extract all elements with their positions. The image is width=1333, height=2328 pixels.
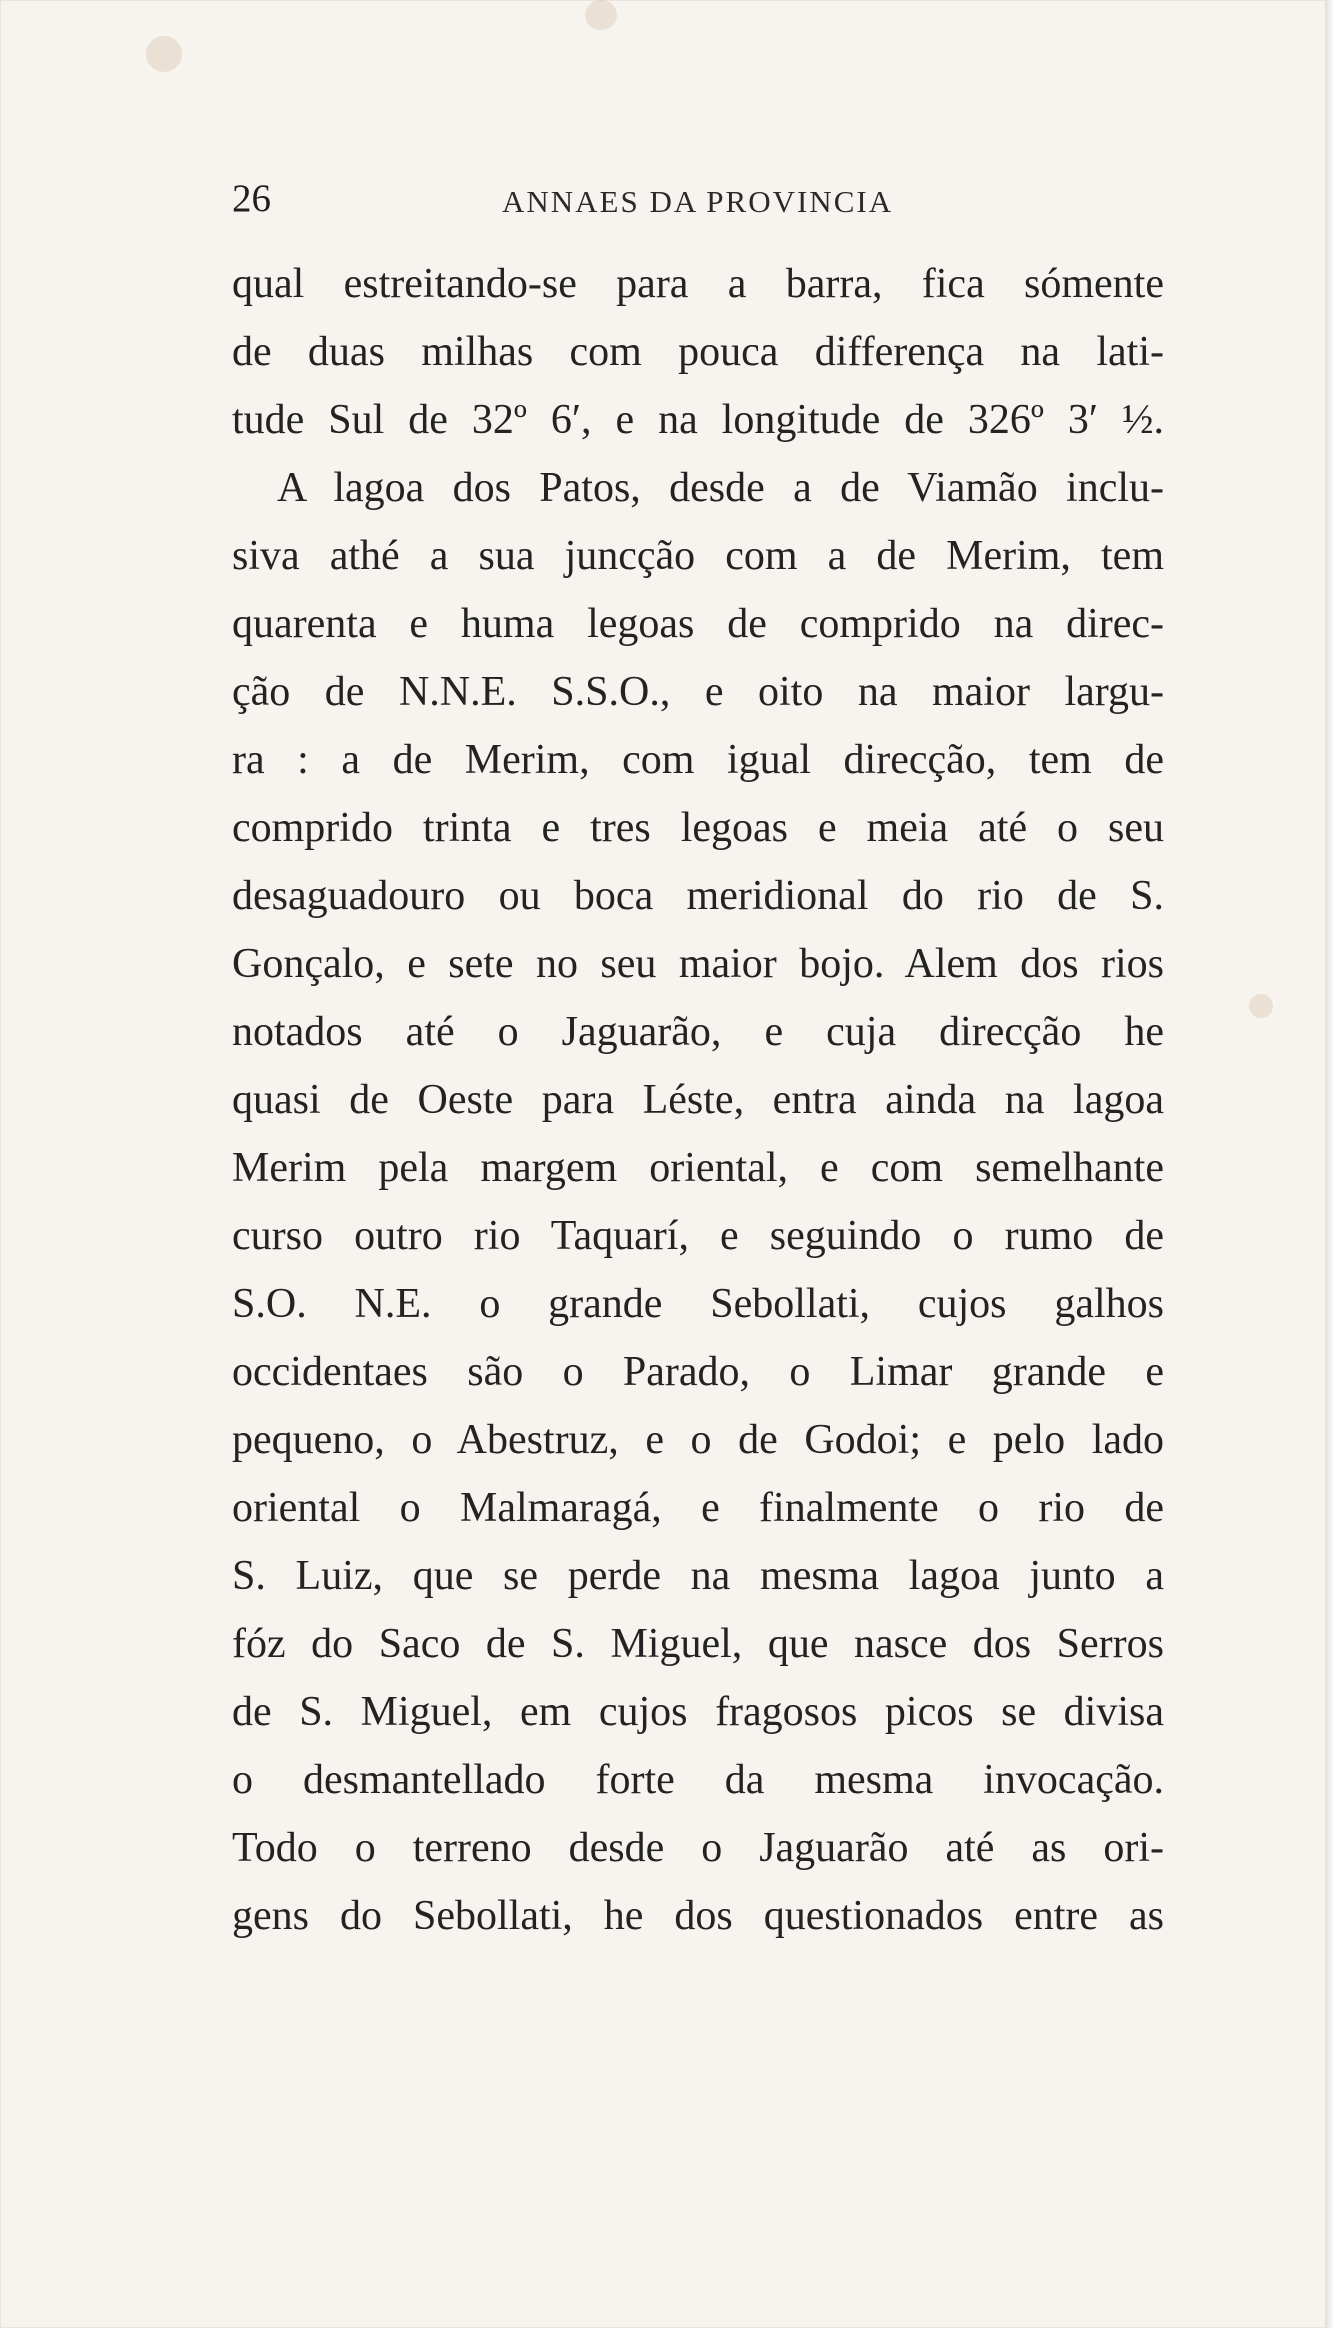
- text-line: tude Sul de 32º 6′, e na longitude de 326º 3′ ½.: [232, 397, 1164, 443]
- body-text: [232, 250, 1164, 1950]
- text-line: comprido trinta e tres legoas e meia até o seu: [232, 805, 1164, 851]
- text-line: Todo o terreno desde o Jaguarão até as ori-: [232, 1825, 1164, 1871]
- running-head: ANNAES DA PROVINCIA: [502, 184, 894, 219]
- page-edge: [1325, 0, 1333, 2328]
- text-line: fóz do Saco de S. Miguel, que nasce dos Serros: [232, 1621, 1164, 1667]
- text-line: gens do Sebollati, he dos questionados entre as: [232, 1893, 1164, 1939]
- text-line: S. Luiz, que se perde na mesma lagoa junto a: [232, 1553, 1164, 1599]
- page-header: [232, 174, 1164, 224]
- text-line: S.O. N.E. o grande Sebollati, cujos galhos: [232, 1281, 1164, 1327]
- text-line: occidentaes são o Parado, o Limar grande e: [232, 1349, 1164, 1395]
- text-line: quasi de Oeste para Léste, entra ainda na lagoa: [232, 1077, 1164, 1123]
- text-line: desaguadouro ou boca meridional do rio de S.: [232, 873, 1164, 919]
- text-line: o desmantellado forte da mesma invocação.: [232, 1757, 1164, 1803]
- text-line: notados até o Jaguarão, e cuja direcção he: [232, 1009, 1164, 1055]
- text-line: quarenta e huma legoas de comprido na direc-: [232, 601, 1164, 647]
- text-line: de duas milhas com pouca differença na lati-: [232, 329, 1164, 375]
- text-line: siva athé a sua juncção com a de Merim, tem: [232, 533, 1164, 579]
- text-line: pequeno, o Abestruz, e o de Godoi; e pelo lado: [232, 1417, 1164, 1463]
- paper-stain: [585, 0, 617, 30]
- text-line: Merim pela margem oriental, e com semelhante: [232, 1145, 1164, 1191]
- text-line: qual estreitando-se para a barra, fica sómente: [232, 261, 1164, 307]
- text-line: oriental o Malmaragá, e finalmente o rio de: [232, 1485, 1164, 1531]
- paper-stain: [146, 36, 182, 72]
- paragraph-start-line: A lagoa dos Patos, desde a de Viamão inclu-: [277, 465, 1164, 511]
- page-number: 26: [232, 177, 271, 220]
- text-line: de S. Miguel, em cujos fragosos picos se divisa: [232, 1689, 1164, 1735]
- text-line: ção de N.N.E. S.S.O., e oito na maior largu-: [232, 669, 1164, 715]
- text-line: curso outro rio Taquarí, e seguindo o rumo de: [232, 1213, 1164, 1259]
- text-line: Gonçalo, e sete no seu maior bojo. Alem dos rios: [232, 941, 1164, 987]
- text-line: ra : a de Merim, com igual direcção, tem de: [232, 737, 1164, 783]
- paper-stain: [1249, 994, 1273, 1018]
